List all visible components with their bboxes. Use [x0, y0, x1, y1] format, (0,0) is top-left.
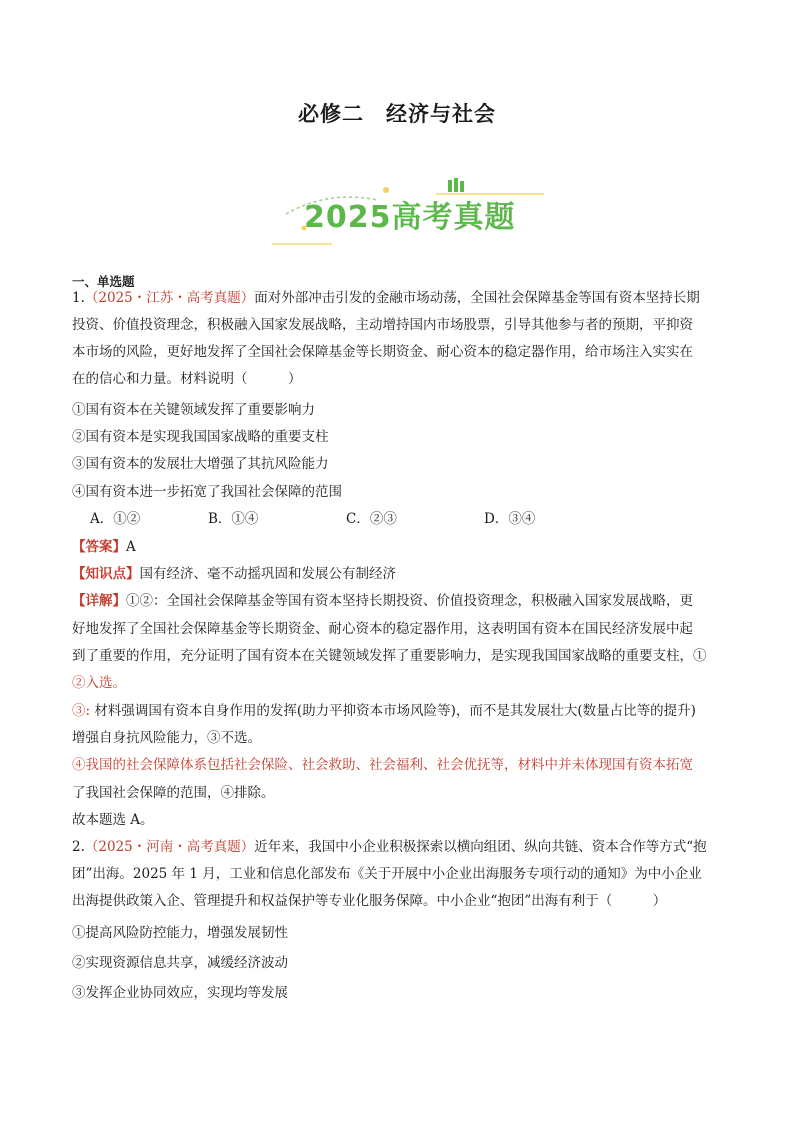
q2-line-1	[72, 837, 707, 857]
q1-source: （2025・江苏・高考真题）	[84, 290, 255, 306]
detail-2-marker: ③:	[72, 703, 91, 719]
q2-statement-1: ①提高风险防控能力，增强发展韧性	[72, 925, 288, 941]
q2-statement-3: ③发挥企业协同效应，实现均等发展	[72, 985, 288, 1001]
q1-detail-line-1	[72, 591, 693, 611]
q1-detail-line-2: 好地发挥了全国社会保障基金等长期资金、耐心资本的稳定器作用，这表明国有资本在国民经济发展中起	[72, 621, 693, 637]
q1-line-2: 投资、价值投资理念，积极融入国家发展战略，主动增持国内市场股票，引导其他参与者的预期，平抑资	[72, 317, 693, 333]
answer-label: 【答案】	[72, 539, 126, 555]
page-title: 必修二 经济与社会	[298, 102, 496, 126]
q1-line-3: 本市场的风险，更好地发挥了全国社会保障基金等长期资金、耐心资本的稳定器作用，给市场注入实实在	[72, 344, 693, 360]
banner	[268, 170, 548, 250]
q1-option-a: A．①②	[90, 511, 141, 527]
q1-conclusion: 故本题选 A。	[72, 812, 154, 828]
q1-statement-3: ③国有资本的发展壮大增强了其抗风险能力	[72, 456, 329, 472]
detail-text-1: ①②：全国社会保障基金等国有资本坚持长期投资、价值投资理念，积极融入国家发展战略，更	[126, 593, 693, 609]
q2-stem-text: 近年来，我国中小企业积极探索以横向组团、纵向共链、资本合作等方式“抱	[254, 839, 707, 855]
q1-option-b: B．①④	[208, 511, 259, 527]
q1-statement-4: ④国有资本进一步拓宽了我国社会保障的范围	[72, 484, 342, 500]
q1-statement-2: ②国有资本是实现我国国家战略的重要支柱	[72, 429, 329, 445]
q1-statement-1: ①国有资本在关键领域发挥了重要影响力	[72, 402, 315, 418]
detail-text-3: 到了重要的作用，充分证明了国有资本在关键领域发挥了重要影响力，是实现我国国家战略的重要支柱，①	[72, 648, 707, 664]
detail-2-text: 材料强调国有资本自身作用的发挥(助力平抑资本市场风险等)，而不是其发展壮大(数量占比等的提升)	[90, 703, 696, 719]
q1-detail-line-4: ②入选。	[72, 675, 126, 691]
kp-value: 国有经济、毫不动摇巩固和发展公有制经济	[139, 566, 396, 582]
q2-line-3: 出海提供政策入企、管理提升和权益保护等专业化服务保障。中小企业“抱团”出海有利于（ ）	[72, 893, 667, 909]
q2-source: （2025・河南・高考真题）	[84, 839, 255, 855]
kp-label: 【知识点】	[72, 566, 140, 582]
q2-statement-2: ②实现资源信息共享，减缓经济波动	[72, 955, 288, 971]
q1-detail-line-5	[72, 701, 696, 721]
q2-number: 2.	[72, 839, 85, 855]
q1-stem-text: 面对外部冲击引发的金融市场动荡，全国社会保障基金等国有资本坚持长期	[254, 290, 700, 306]
banner-text: 2025高考真题	[304, 200, 516, 235]
q1-detail-line-8: 了我国社会保障的范围，④排除。	[72, 785, 275, 801]
detail-label: 【详解】	[72, 593, 126, 609]
q1-knowledge-point	[72, 564, 396, 584]
q1-detail-line-7: ④我国的社会保障体系包括社会保险、社会救助、社会福利、社会优抚等，材料中并未体现国有资本拓宽	[72, 757, 693, 773]
q1-detail-line-3	[72, 646, 707, 666]
q1-option-d: D．③④	[484, 511, 536, 527]
q1-detail-line-6: 增强自身抗风险能力，③不选。	[72, 730, 261, 746]
q2-line-2: 团”出海。2025 年 1 月，工业和信息化部发布《关于开展中小企业出海服务专项行动的通知》为中小企业	[72, 866, 702, 882]
q1-options	[90, 509, 602, 529]
q1-answer	[72, 537, 136, 557]
q1-option-c: C．②③	[346, 511, 397, 527]
section-title: 一、单选题	[72, 274, 135, 289]
q1-line-4: 在的信心和力量。材料说明（ ）	[72, 371, 302, 387]
q1-number: 1.	[72, 290, 85, 306]
q1-line-1	[72, 288, 700, 308]
answer-value: A	[126, 539, 136, 555]
